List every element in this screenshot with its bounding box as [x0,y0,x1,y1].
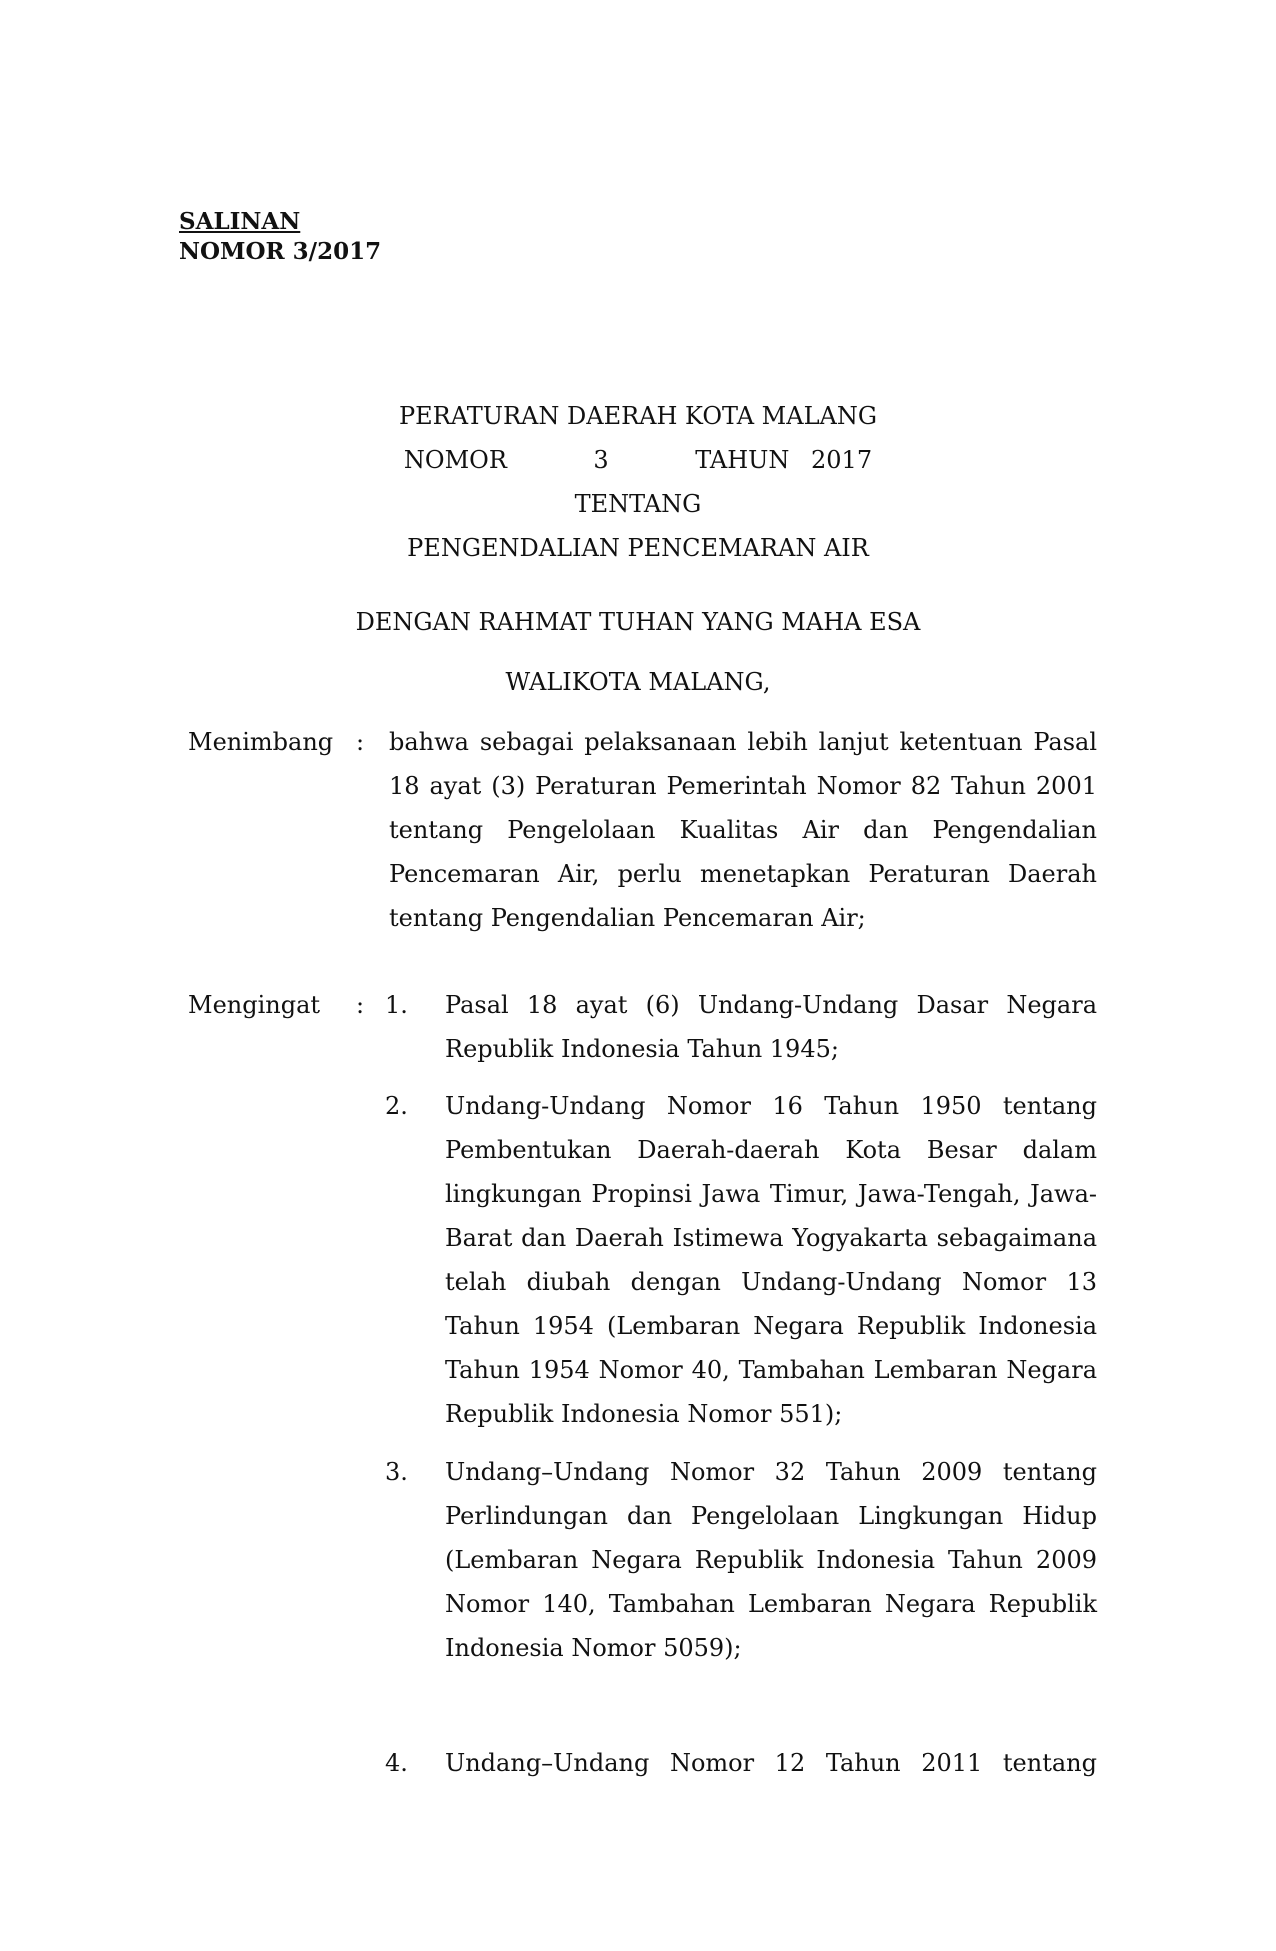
list-item-text: Undang-Undang Nomor 16 Tahun 1950 tentang Pembentukan Daerah-daerah Kota Besar dalam lingkungan Propinsi Jawa Timur, Jawa-Tengah, Jawa-Barat dan Daerah Istimewa Yogyakarta sebagaimana telah diubah dengan Undang-Undang Nomor 13 Tahun 1954 (Lembaran Negara Republik Indonesia Tahun 1954 Nomor 40, Tambahan Lembaran Negara Republik Indonesia Nomor 551); [445,1092,1097,1428]
copy-header [179,207,381,267]
list-item-number: 3. [385,1458,408,1486]
document-number: NOMOR 3/2017 [179,238,382,265]
regulation-about: TENTANG [574,490,702,518]
list-item-text: Undang–Undang Nomor 32 Tahun 2009 tentang Perlindungan dan Pengelolaan Lingkungan Hidup (Lembaran Negara Republik Indonesia Tahun 2009 Nomor 140, Tambahan Lembaran Negara Republik Indonesia Nomor 5059); [445,1458,1097,1662]
list-item-text: Pasal 18 ayat (6) Undang-Undang Dasar Negara Republik Indonesia Tahun 1945; [445,991,1097,1063]
list-item-number: 4. [385,1749,408,1777]
mengingat-label: Mengingat [188,991,321,1019]
mayor-line: WALIKOTA MALANG, [505,668,771,696]
menimbang-colon: : [356,728,365,756]
menimbang-text: bahwa sebagai pelaksanaan lebih lanjut ketentuan Pasal 18 ayat (3) Peraturan Pemerintah Nomor 82 Tahun 2001 tentang Pengelolaan Kualitas Air dan Pengendalian Pencemaran Air, perlu menetapkan Peraturan Daerah tentang Pengendalian Pencemaran Air; [389,728,1097,932]
regulation-number: NOMOR 3 TAHUN 2017 [403,446,873,474]
list-item-number: 1. [385,991,408,1019]
regulation-subject: PENGENDALIAN PENCEMARAN AIR [407,534,869,562]
list-item-text: Undang–Undang Nomor 12 Tahun 2011 tentang [445,1749,1097,1777]
list-item-number: 2. [385,1092,408,1120]
regulation-title: PERATURAN DAERAH KOTA MALANG [398,402,878,430]
blessing-line: DENGAN RAHMAT TUHAN YANG MAHA ESA [355,608,921,636]
salinan-label: SALINAN [179,208,301,235]
mengingat-colon: : [356,991,365,1019]
menimbang-label: Menimbang [188,728,334,756]
